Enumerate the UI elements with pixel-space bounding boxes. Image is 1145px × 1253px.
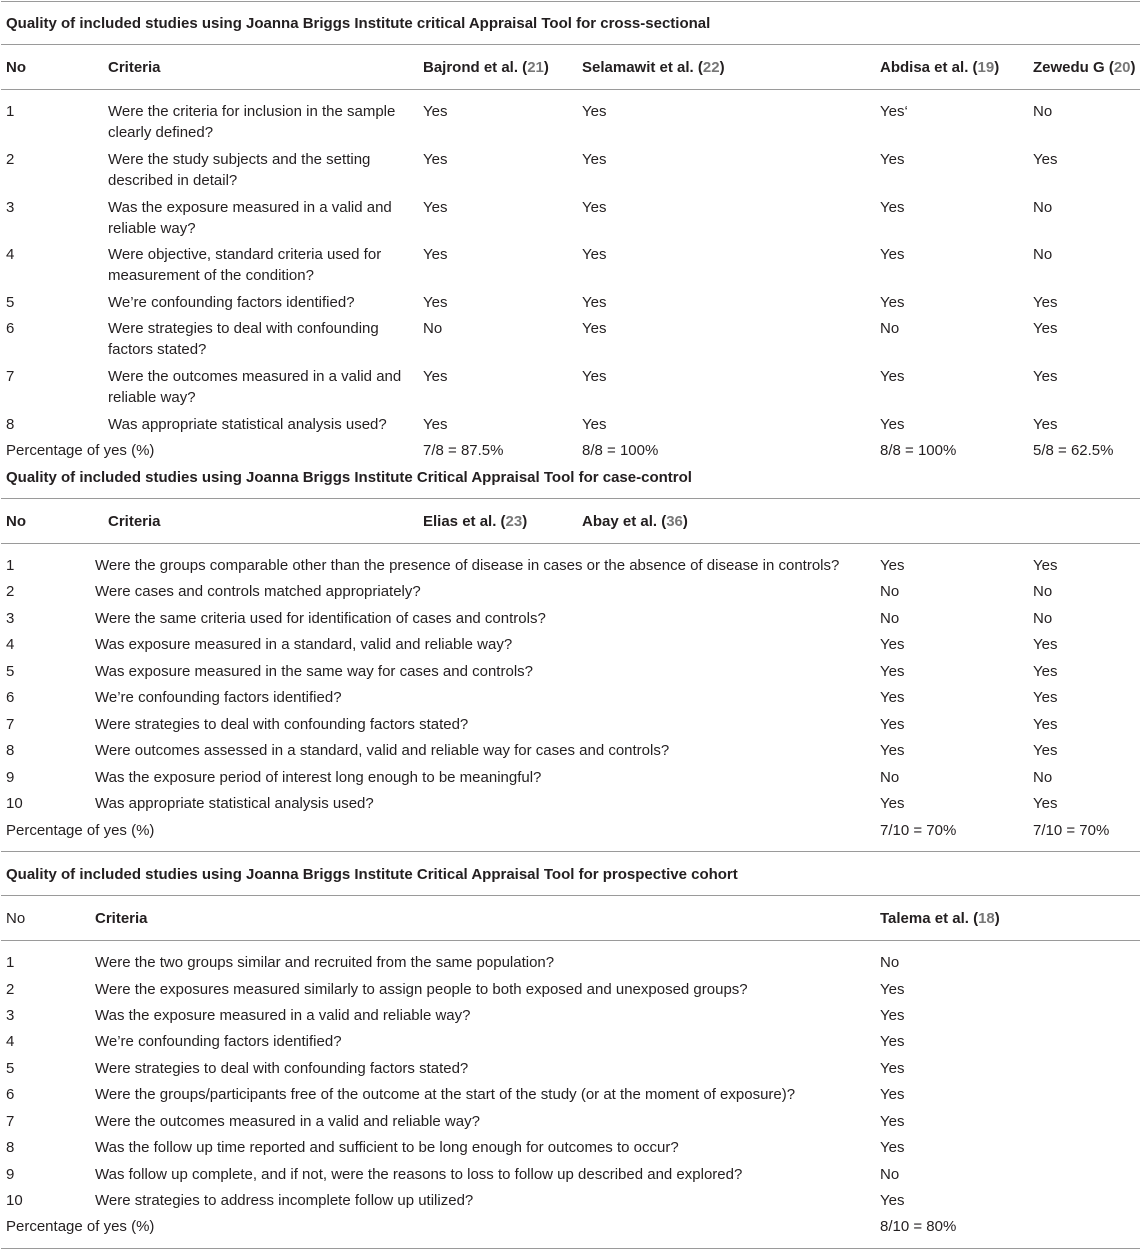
percentage-value: 5/8 = 62.5% (1033, 442, 1114, 459)
percentage-label: Percentage of yes (%) (6, 442, 155, 459)
percentage-value: 7/10 = 70% (1033, 822, 1110, 839)
criteria-text: Was follow up complete, and if not, were the reasons to loss to follow up described and explored? (95, 1166, 743, 1183)
criteria-text: Was appropriate statistical analysis used? (108, 416, 387, 433)
rating-cell: No (1033, 103, 1053, 120)
rating-cell: No (423, 320, 443, 337)
rating-cell: No (1033, 246, 1053, 263)
criteria-text: We’re confounding factors identified? (95, 689, 342, 706)
rule (1, 895, 1140, 896)
study-author: Abay et al. ( (582, 513, 667, 530)
rating-cell: Yes (1033, 716, 1058, 733)
percentage-value: 8/10 = 80% (880, 1218, 957, 1235)
rating-cell: Yes (582, 320, 607, 337)
criteria-text: Were strategies to deal with confounding factors stated? (95, 1060, 469, 1077)
criteria-text: Were the same criteria used for identification of cases and controls? (95, 610, 546, 627)
row-number: 2 (6, 151, 15, 168)
study-author: Bajrond et al. ( (423, 59, 528, 76)
rating-cell: Yes (1033, 689, 1058, 706)
rating-cell: No (880, 320, 900, 337)
rating-cell: Yes (1033, 294, 1058, 311)
rating-cell: Yes (423, 103, 448, 120)
rating-cell: Yes (582, 246, 607, 263)
study-author-close: ) (543, 59, 549, 76)
cross-sectional-title: Quality of included studies using Joanna Briggs Institute critical Appraisal Tool for cross-sectional (6, 15, 711, 32)
criteria-text: Were objective, standard criteria used for measurement of the condition? (108, 246, 382, 284)
rating-cell: Yes (880, 1139, 905, 1156)
study-author: Talema et al. ( (880, 910, 979, 927)
percentage-value: 7/10 = 70% (880, 822, 957, 839)
case-control-title: Quality of included studies using Joanna Briggs Institute Critical Appraisal Tool for case-control (6, 469, 692, 486)
criteria-text: Were the two groups similar and recruited from the same population? (95, 954, 555, 971)
criteria-text: Were strategies to address incomplete follow up utilized? (95, 1192, 474, 1209)
criteria-text: Were the exposures measured similarly to assign people to both exposed and unexposed groups? (95, 981, 748, 998)
rating-cell: No (880, 610, 900, 627)
row-number: 9 (6, 1166, 15, 1183)
study-author: Zewedu G ( (1033, 59, 1114, 76)
column-header-criteria: Criteria (95, 910, 148, 927)
rating-cell: Yes (423, 416, 448, 433)
rule (1, 44, 1140, 45)
rating-cell: Yes (1033, 557, 1058, 574)
rating-cell: Yes (423, 246, 448, 263)
rating-cell: No (880, 954, 900, 971)
study-author-close: ) (994, 59, 1000, 76)
rating-cell: No (1033, 199, 1053, 216)
citation-link[interactable]: 23 (505, 513, 523, 530)
rating-cell: Yes (1033, 663, 1058, 680)
rating-cell: Yes (880, 1060, 905, 1077)
rating-cell: No (880, 1166, 900, 1183)
rating-cell: Yes (880, 416, 905, 433)
row-number: 9 (6, 769, 15, 786)
citation-link[interactable]: 19 (977, 59, 995, 76)
criteria-text: Were the groups comparable other than the presence of disease in cases or the absence of disease in controls? (95, 557, 840, 574)
row-number: 5 (6, 663, 15, 680)
row-number: 4 (6, 246, 15, 263)
row-number: 3 (6, 199, 15, 216)
row-number: 5 (6, 294, 15, 311)
row-number: 10 (6, 795, 23, 812)
criteria-text: Were strategies to deal with confounding factors stated? (108, 320, 379, 358)
cohort-title: Quality of included studies using Joanna Briggs Institute Critical Appraisal Tool for prospective cohort (6, 866, 738, 883)
rating-cell: No (1033, 583, 1053, 600)
criteria-text: Was the exposure measured in a valid and reliable way? (108, 199, 392, 237)
rating-cell: Yes (1033, 368, 1058, 385)
row-number: 1 (6, 557, 15, 574)
rating-cell: Yes (582, 199, 607, 216)
criteria-text: Was exposure measured in a standard, valid and reliable way? (95, 636, 513, 653)
citation-link[interactable]: 22 (702, 59, 720, 76)
column-header-study (423, 511, 527, 532)
row-number: 8 (6, 416, 15, 433)
rating-cell: Yes (880, 1007, 905, 1024)
criteria-text: Was the exposure period of interest long enough to be meaningful? (95, 769, 542, 786)
rating-cell: Yes (880, 689, 905, 706)
rating-cell: Yes (1033, 795, 1058, 812)
row-number: 7 (6, 716, 15, 733)
column-header-study (1033, 57, 1136, 78)
rating-cell: Yes (880, 981, 905, 998)
rating-cell: Yes (880, 557, 905, 574)
column-header-criteria: Criteria (108, 513, 161, 530)
rating-cell: Yes (1033, 151, 1058, 168)
column-header-study (582, 57, 725, 78)
rating-cell: Yes (1033, 320, 1058, 337)
row-number: 2 (6, 583, 15, 600)
study-author: Elias et al. ( (423, 513, 506, 530)
column-header-study (880, 57, 999, 78)
row-number: 5 (6, 1060, 15, 1077)
citation-link[interactable]: 18 (978, 910, 995, 927)
percentage-label: Percentage of yes (%) (6, 1218, 155, 1235)
rating-cell: Yes (423, 199, 448, 216)
study-author: Abdisa et al. ( (880, 59, 978, 76)
rating-cell: Yes (880, 1033, 905, 1050)
criteria-text: Were outcomes assessed in a standard, valid and reliable way for cases and controls? (95, 742, 670, 759)
rule-bottom (1, 1248, 1140, 1249)
criteria-text: Were strategies to deal with confounding factors stated? (95, 716, 469, 733)
rating-cell: Yes (880, 368, 905, 385)
percentage-value: 8/8 = 100% (582, 442, 659, 459)
criteria-text: Were the criteria for inclusion in the sample clearly defined? (108, 103, 396, 141)
criteria-text: Was the exposure measured in a valid and reliable way? (95, 1007, 471, 1024)
citation-link[interactable]: 20 (1113, 59, 1131, 76)
row-number: 4 (6, 636, 15, 653)
rating-cell: Yes (880, 742, 905, 759)
rating-cell: Yes (582, 151, 607, 168)
study-author: Selamawit et al. ( (582, 59, 703, 76)
rating-cell: Yes (880, 1192, 905, 1209)
rating-cell: Yes (880, 1086, 905, 1103)
rating-cell: Yes (880, 1113, 905, 1130)
rule (1, 498, 1140, 499)
rating-cell: No (1033, 610, 1053, 627)
row-number: 7 (6, 1113, 15, 1130)
row-number: 6 (6, 320, 15, 337)
rating-cell: No (880, 583, 900, 600)
rating-cell: Yes (880, 795, 905, 812)
study-author-close: ) (1130, 59, 1136, 76)
criteria-text: Was the follow up time reported and sufficient to be long enough for outcomes to occur? (95, 1139, 679, 1156)
rule (1, 543, 1140, 544)
rating-cell: Yes (582, 294, 607, 311)
percentage-value: 7/8 = 87.5% (423, 442, 504, 459)
rule-top (1, 1, 1140, 2)
rating-cell: No (1033, 769, 1053, 786)
rating-cell: Yes (880, 246, 905, 263)
rating-cell: Yes (582, 103, 607, 120)
criteria-text: Was appropriate statistical analysis used? (95, 795, 374, 812)
column-header-study (423, 57, 549, 78)
rating-cell: Yes (880, 199, 905, 216)
rating-cell: Yes (1033, 416, 1058, 433)
percentage-label: Percentage of yes (%) (6, 822, 155, 839)
rating-cell: Yes (423, 294, 448, 311)
citation-link[interactable]: 36 (666, 513, 683, 530)
rule (1, 851, 1140, 852)
criteria-text: Were the outcomes measured in a valid and reliable way? (95, 1113, 480, 1130)
column-header-criteria: Criteria (108, 59, 161, 76)
row-number: 7 (6, 368, 15, 385)
column-header-no: No (6, 513, 26, 530)
rating-cell: Yes‘ (880, 103, 908, 120)
rule (1, 89, 1140, 90)
rating-cell: Yes (582, 416, 607, 433)
criteria-text: Were the study subjects and the setting described in detail? (108, 151, 371, 189)
rule (1, 940, 1140, 941)
row-number: 8 (6, 1139, 15, 1156)
rating-cell: Yes (880, 294, 905, 311)
rating-cell: No (880, 769, 900, 786)
row-number: 6 (6, 1086, 15, 1103)
rating-cell: Yes (1033, 636, 1058, 653)
criteria-text: Were cases and controls matched appropriately? (95, 583, 421, 600)
criteria-text: Was exposure measured in the same way for cases and controls? (95, 663, 533, 680)
rating-cell: Yes (880, 636, 905, 653)
study-author-close: ) (522, 513, 528, 530)
row-number: 1 (6, 103, 15, 120)
rating-cell: Yes (880, 151, 905, 168)
citation-link[interactable]: 21 (527, 59, 544, 76)
rating-cell: Yes (1033, 742, 1058, 759)
row-number: 6 (6, 689, 15, 706)
percentage-value: 8/8 = 100% (880, 442, 957, 459)
study-author-close: ) (994, 910, 1000, 927)
row-number: 8 (6, 742, 15, 759)
column-header-no: No (6, 910, 26, 927)
criteria-text: Were the outcomes measured in a valid and reliable way? (108, 368, 402, 406)
column-header-study (880, 908, 1000, 929)
row-number: 10 (6, 1192, 23, 1209)
rating-cell: Yes (423, 151, 448, 168)
study-author-close: ) (682, 513, 688, 530)
rating-cell: Yes (423, 368, 448, 385)
criteria-text: We’re confounding factors identified? (108, 294, 355, 311)
row-number: 1 (6, 954, 15, 971)
column-header-no: No (6, 59, 26, 76)
criteria-text: Were the groups/participants free of the outcome at the start of the study (or at the moment of exposure)? (95, 1086, 796, 1103)
criteria-text: We’re confounding factors identified? (95, 1033, 342, 1050)
row-number: 2 (6, 981, 15, 998)
rating-cell: Yes (880, 663, 905, 680)
study-author-close: ) (719, 59, 725, 76)
rating-cell: Yes (880, 716, 905, 733)
row-number: 4 (6, 1033, 15, 1050)
column-header-study (582, 511, 688, 532)
rating-cell: Yes (582, 368, 607, 385)
row-number: 3 (6, 1007, 15, 1024)
row-number: 3 (6, 610, 15, 627)
